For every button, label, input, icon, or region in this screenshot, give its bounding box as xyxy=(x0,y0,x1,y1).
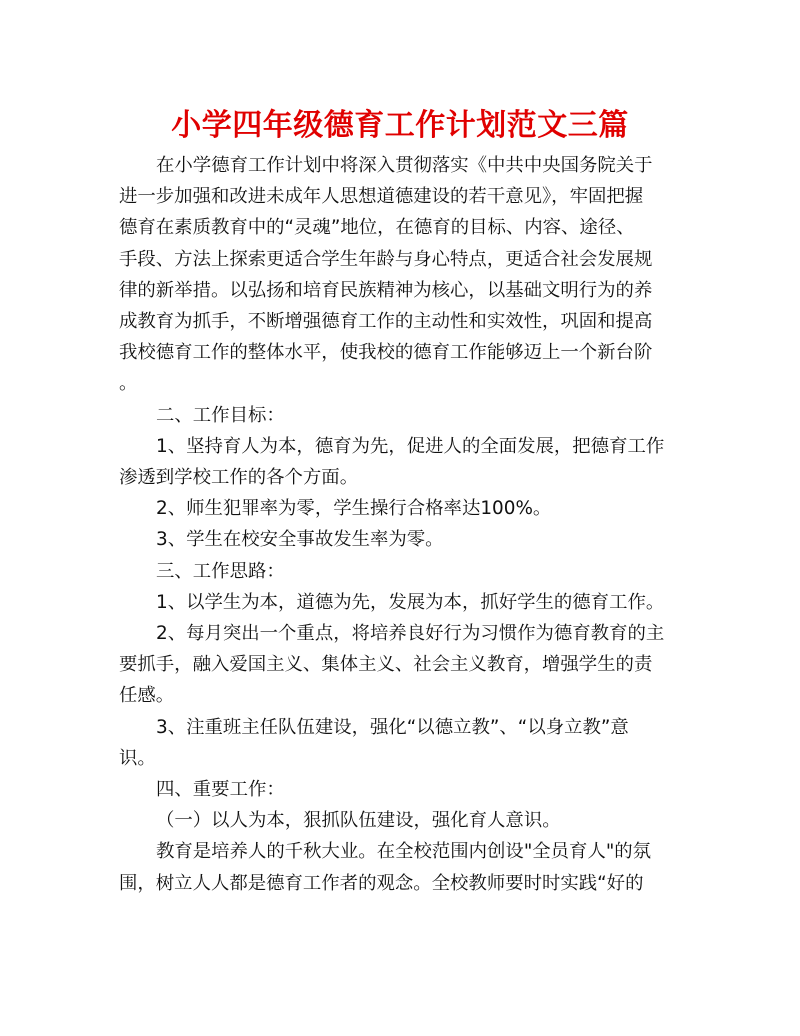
body-line: 2、师生犯罪率为零，学生操行合格率达100%。 xyxy=(156,498,552,520)
body-line: 要抓手，融入爱国主义、集体主义、社会主义教育，增强学生的责 xyxy=(119,654,653,676)
body-line: 我校德育工作的整体水平，使我校的德育工作能够迈上一个新台阶 xyxy=(119,342,653,364)
body-line: 。 xyxy=(119,373,138,395)
body-line: （一）以人为本，狠抓队伍建设，强化育人意识。 xyxy=(156,810,561,832)
section-heading: 四、重要工作： xyxy=(156,779,285,801)
body-line: 识。 xyxy=(119,747,156,769)
body-line: 在小学德育工作计划中将深入贯彻落实《中共中央国务院关于 xyxy=(156,155,653,176)
body-line: 围，树立人人都是德育工作者的观念。全校教师要时时实践“好的 xyxy=(119,872,644,894)
body-line: 3、注重班主任队伍建设，强化“以德立教”、“以身立教”意 xyxy=(156,716,629,738)
body-line: 成教育为抓手，不断增强德育工作的主动性和实效性，巩固和提高 xyxy=(119,311,653,333)
body-line: 德育在素质教育中的“灵魂”地位，在德育的目标、内容、途径、 xyxy=(119,217,635,239)
document-body xyxy=(119,150,685,899)
body-line: 任感。 xyxy=(119,685,175,707)
body-line: 2、每月突出一个重点，将培养良好行为习惯作为德育教育的主 xyxy=(156,623,665,645)
body-line: 手段、方法上探索更适合学生年龄与身心特点，更适合社会发展规 xyxy=(119,248,653,270)
body-line: 渗透到学校工作的各个方面。 xyxy=(119,467,359,489)
section-heading: 二、工作目标： xyxy=(156,404,285,426)
body-line: 律的新举措。以弘扬和培育民族精神为核心，以基础文明行为的养 xyxy=(119,279,653,301)
body-line: 1、以学生为本，道德为先，发展为本，抓好学生的德育工作。 xyxy=(156,591,665,613)
body-line: 教育是培养人的千秋大业。在全校范围内创设"全员育人"的氛 xyxy=(156,841,652,863)
body-line: 1、坚持育人为本，德育为先，促进人的全面发展，把德育工作 xyxy=(156,435,665,457)
section-heading: 三、工作思路： xyxy=(156,560,285,582)
document-title: 小学四年级德育工作计划范文三篇 xyxy=(171,108,629,143)
body-line: 进一步加强和改进未成年人思想道德建设的若干意见》，牢固把握 xyxy=(119,186,644,208)
body-line: 3、学生在校安全事故发生率为零。 xyxy=(156,529,444,551)
